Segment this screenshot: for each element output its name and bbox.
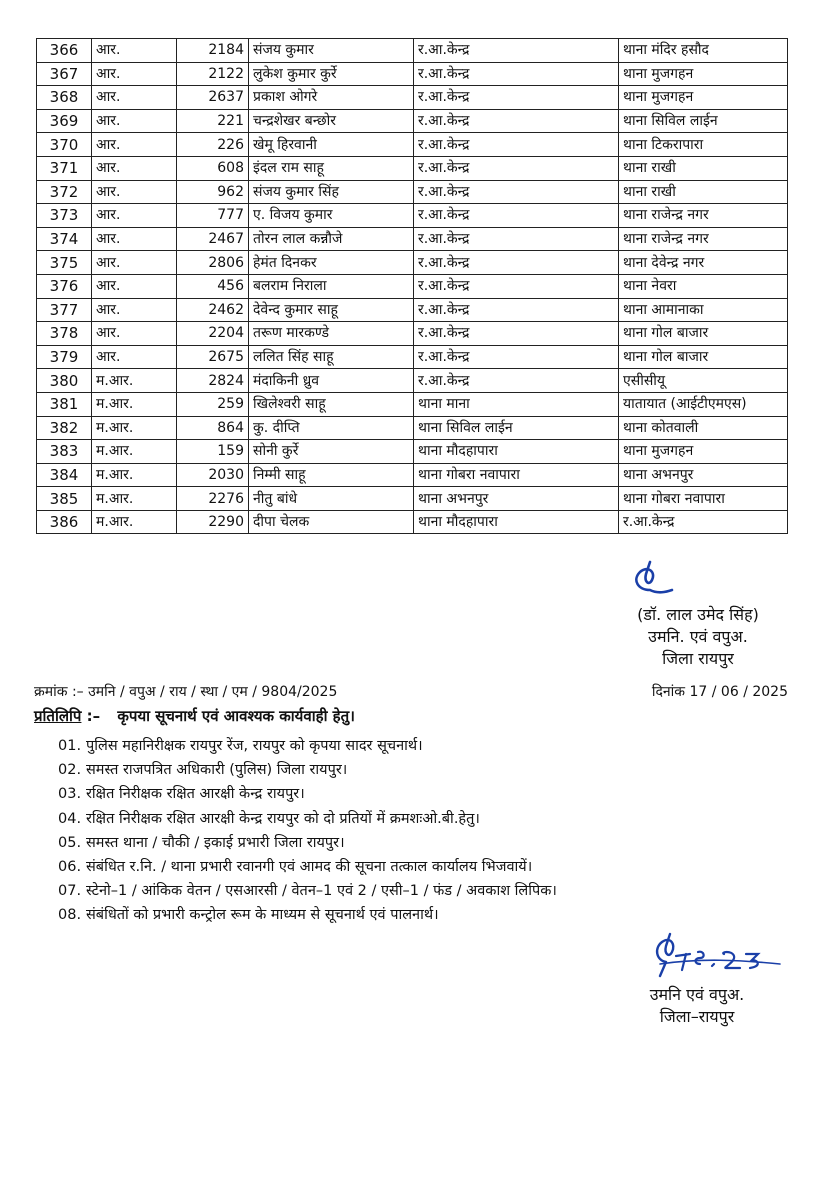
to-posting-cell: थाना नेवरा [619,274,788,298]
serial-cell: 366 [37,39,92,63]
list-item-text: संबंधित र.नि. / थाना प्रभारी रवानगी एवं आमद की सूचना तत्काल कार्यालय भिजवायें। [86,858,533,875]
badge-number-cell: 159 [177,440,249,464]
list-item-number: 04. [58,810,82,827]
badge-number-cell: 962 [177,180,249,204]
to-posting-cell: थाना राजेन्द्र नगर [619,204,788,228]
list-item-number: 01. [58,738,82,754]
name-cell: ए. विजय कुमार [249,204,414,228]
table-row [37,204,788,228]
table-row [37,487,788,511]
name-cell: नीतु बांधे [249,487,414,511]
serial-cell: 368 [37,86,92,110]
signatory2-district: जिला–रायपुर [659,1007,735,1026]
from-posting-cell: र.आ.केन्द्र [414,39,619,63]
table-row [37,62,788,86]
from-posting-cell: थाना मौदहापारा [414,440,619,464]
order-date: दिनांक 17 / 06 / 2025 [651,684,788,700]
badge-number-cell: 2122 [177,62,249,86]
to-posting-cell: र.आ.केन्द्र [619,510,788,534]
table-row [37,463,788,487]
list-item [58,879,557,903]
list-item-text: संबंधितों को प्रभारी कन्ट्रोल रूम के माध्यम से सूचनार्थ एवं पालनार्थ। [86,907,439,924]
rank-cell: आर. [92,204,177,228]
name-cell: हेमंत दिनकर [249,251,414,275]
table-row [37,133,788,157]
copy-to-line [34,706,355,726]
to-posting-cell: थाना मंदिर हसौद [619,39,788,63]
table-row [37,39,788,63]
from-posting-cell: र.आ.केन्द्र [414,322,619,346]
table-row [37,345,788,369]
serial-cell: 380 [37,369,92,393]
serial-cell: 371 [37,156,92,180]
name-cell: ललित सिंह साहू [249,345,414,369]
list-item-number: 03. [58,786,82,803]
to-posting-cell: थाना टिकरापारा [619,133,788,157]
badge-number-cell: 2637 [177,86,249,110]
name-cell: निम्मी साहू [249,463,414,487]
from-posting-cell: र.आ.केन्द्र [414,133,619,157]
signatory-block [598,604,798,670]
signatory-designation: उमनि. एवं वपुअ. [648,627,748,646]
to-posting-cell: थाना अभनपुर [619,463,788,487]
badge-number-cell: 456 [177,274,249,298]
serial-cell: 370 [37,133,92,157]
serial-cell: 372 [37,180,92,204]
badge-number-cell: 2276 [177,487,249,511]
serial-cell: 386 [37,510,92,534]
to-posting-cell: थाना मुजगहन [619,86,788,110]
rank-cell: म.आर. [92,487,177,511]
to-posting-cell: थाना राखी [619,156,788,180]
from-posting-cell: र.आ.केन्द्र [414,62,619,86]
name-cell: तोरन लाल कन्नौजे [249,227,414,251]
from-posting-cell: थाना अभनपुर [414,487,619,511]
list-item-number: 05. [58,834,82,851]
rank-cell: आर. [92,274,177,298]
from-posting-cell: थाना सिविल लाईन [414,416,619,440]
rank-cell: आर. [92,227,177,251]
table-row [37,369,788,393]
from-posting-cell: र.आ.केन्द्र [414,204,619,228]
table-row [37,510,788,534]
from-posting-cell: र.आ.केन्द्र [414,109,619,133]
signature-mark [620,560,676,600]
name-cell: तरूण मारकण्डे [249,322,414,346]
rank-cell: म.आर. [92,416,177,440]
signatory-name: (डॉ. लाल उमेद सिंह) [637,605,759,624]
list-item [58,758,557,782]
table-row [37,227,788,251]
badge-number-cell: 2806 [177,251,249,275]
rank-cell: आर. [92,133,177,157]
list-item-text: रक्षित निरीक्षक रक्षित आरक्षी केन्द्र रायपुर। [86,786,305,803]
list-item-number: 07. [58,883,82,900]
rank-cell: म.आर. [92,369,177,393]
rank-cell: आर. [92,180,177,204]
table-row [37,440,788,464]
table-row [37,274,788,298]
table-row [37,416,788,440]
serial-cell: 384 [37,463,92,487]
table-row [37,322,788,346]
rank-cell: आर. [92,298,177,322]
badge-number-cell: 221 [177,109,249,133]
copy-to-heading: प्रतिलिपि [34,707,82,725]
to-posting-cell: थाना सिविल लाईन [619,109,788,133]
serial-cell: 375 [37,251,92,275]
rank-cell: आर. [92,39,177,63]
list-item [58,782,557,806]
name-cell: प्रकाश ओगरे [249,86,414,110]
rank-cell: आर. [92,156,177,180]
to-posting-cell: यातायात (आईटीएमएस) [619,392,788,416]
from-posting-cell: थाना मौदहापारा [414,510,619,534]
list-item [58,855,557,879]
rank-cell: आर. [92,251,177,275]
rank-cell: आर. [92,86,177,110]
serial-cell: 377 [37,298,92,322]
name-cell: देवेन्द कुमार साहू [249,298,414,322]
name-cell: कु. दीप्ति [249,416,414,440]
serial-cell: 385 [37,487,92,511]
order-number: क्रमांक :– उमनि / वपुअ / राय / स्था / एम / 9804/2025 [34,684,338,700]
to-posting-cell: थाना देवेन्द्र नगर [619,251,788,275]
serial-cell: 367 [37,62,92,86]
list-item-text: समस्त राजपत्रित अधिकारी (पुलिस) जिला रायपुर। [86,762,348,779]
name-cell: चन्द्रशेखर बन्छोर [249,109,414,133]
to-posting-cell: थाना गोल बाजार [619,345,788,369]
serial-cell: 376 [37,274,92,298]
to-posting-cell: थाना मुजगहन [619,62,788,86]
serial-cell: 382 [37,416,92,440]
name-cell: लुकेश कुमार कुर्रे [249,62,414,86]
list-item-text: पुलिस महानिरीक्षक रायपुर रेंज, रायपुर को कृपया सादर सूचनार्थ। [86,738,423,754]
list-item-number: 08. [58,907,82,924]
from-posting-cell: र.आ.केन्द्र [414,298,619,322]
name-cell: खेमू हिरवानी [249,133,414,157]
signatory-block-2 [612,984,782,1028]
to-posting-cell: थाना गोल बाजार [619,322,788,346]
rank-cell: आर. [92,345,177,369]
from-posting-cell: र.आ.केन्द्र [414,345,619,369]
table-row [37,392,788,416]
name-cell: मंदाकिनी ध्रुव [249,369,414,393]
copy-to-subject: कृपया सूचनार्थ एवं आवश्यक कार्यवाही हेतु। [117,707,355,725]
copy-recipient-list [58,734,557,928]
serial-cell: 379 [37,345,92,369]
badge-number-cell: 2824 [177,369,249,393]
from-posting-cell: र.आ.केन्द्र [414,180,619,204]
list-item [58,734,557,758]
badge-number-cell: 864 [177,416,249,440]
name-cell: इंदल राम साहू [249,156,414,180]
signatory2-designation: उमनि एवं वपुअ. [649,985,745,1004]
badge-number-cell: 2462 [177,298,249,322]
name-cell: सोनी कुर्रे [249,440,414,464]
from-posting-cell: र.आ.केन्द्र [414,86,619,110]
name-cell: दीपा चेलक [249,510,414,534]
rank-cell: आर. [92,109,177,133]
badge-number-cell: 259 [177,392,249,416]
list-item-text: समस्त थाना / चौकी / इकाई प्रभारी जिला रायपुर। [86,834,345,851]
from-posting-cell: र.आ.केन्द्र [414,156,619,180]
rank-cell: म.आर. [92,463,177,487]
transfer-table [36,38,788,534]
list-item-number: 02. [58,762,82,779]
list-item-text: स्टेनो–1 / आंकिक वेतन / एसआरसी / वेतन–1 एवं 2 / एसी–1 / फंड / अवकाश लिपिक। [86,883,557,900]
table-row [37,180,788,204]
name-cell: खिलेश्वरी साहू [249,392,414,416]
from-posting-cell: र.आ.केन्द्र [414,251,619,275]
rank-cell: म.आर. [92,440,177,464]
table-row [37,109,788,133]
to-posting-cell: थाना आमानाका [619,298,788,322]
dated-signature-mark [650,930,790,980]
rank-cell: आर. [92,62,177,86]
rank-cell: आर. [92,322,177,346]
list-item-text: रक्षित निरीक्षक रक्षित आरक्षी केन्द्र रायपुर को दो प्रतियों में क्रमशःओ.बी.हेतु। [86,810,480,827]
serial-cell: 369 [37,109,92,133]
badge-number-cell: 226 [177,133,249,157]
to-posting-cell: थाना राखी [619,180,788,204]
badge-number-cell: 2030 [177,463,249,487]
to-posting-cell: थाना कोतवाली [619,416,788,440]
order-ref-line [34,682,788,704]
list-item [58,903,557,927]
from-posting-cell: थाना माना [414,392,619,416]
rank-cell: म.आर. [92,510,177,534]
serial-cell: 378 [37,322,92,346]
list-item-number: 06. [58,858,82,875]
name-cell: संजय कुमार [249,39,414,63]
from-posting-cell: र.आ.केन्द्र [414,227,619,251]
badge-number-cell: 2184 [177,39,249,63]
badge-number-cell: 2467 [177,227,249,251]
from-posting-cell: र.आ.केन्द्र [414,369,619,393]
table-row [37,251,788,275]
serial-cell: 374 [37,227,92,251]
table-row [37,298,788,322]
list-item [58,807,557,831]
badge-number-cell: 2675 [177,345,249,369]
from-posting-cell: र.आ.केन्द्र [414,274,619,298]
name-cell: बलराम निराला [249,274,414,298]
table-row [37,156,788,180]
badge-number-cell: 608 [177,156,249,180]
serial-cell: 373 [37,204,92,228]
name-cell: संजय कुमार सिंह [249,180,414,204]
to-posting-cell: एसीसीयू [619,369,788,393]
from-posting-cell: थाना गोबरा नवापारा [414,463,619,487]
badge-number-cell: 2204 [177,322,249,346]
table-row [37,86,788,110]
rank-cell: म.आर. [92,392,177,416]
serial-cell: 383 [37,440,92,464]
to-posting-cell: थाना राजेन्द्र नगर [619,227,788,251]
badge-number-cell: 777 [177,204,249,228]
to-posting-cell: थाना मुजगहन [619,440,788,464]
badge-number-cell: 2290 [177,510,249,534]
list-item [58,831,557,855]
signatory-district: जिला रायपुर [662,649,734,668]
serial-cell: 381 [37,392,92,416]
copy-to-separator: :– [81,707,101,725]
to-posting-cell: थाना गोबरा नवापारा [619,487,788,511]
